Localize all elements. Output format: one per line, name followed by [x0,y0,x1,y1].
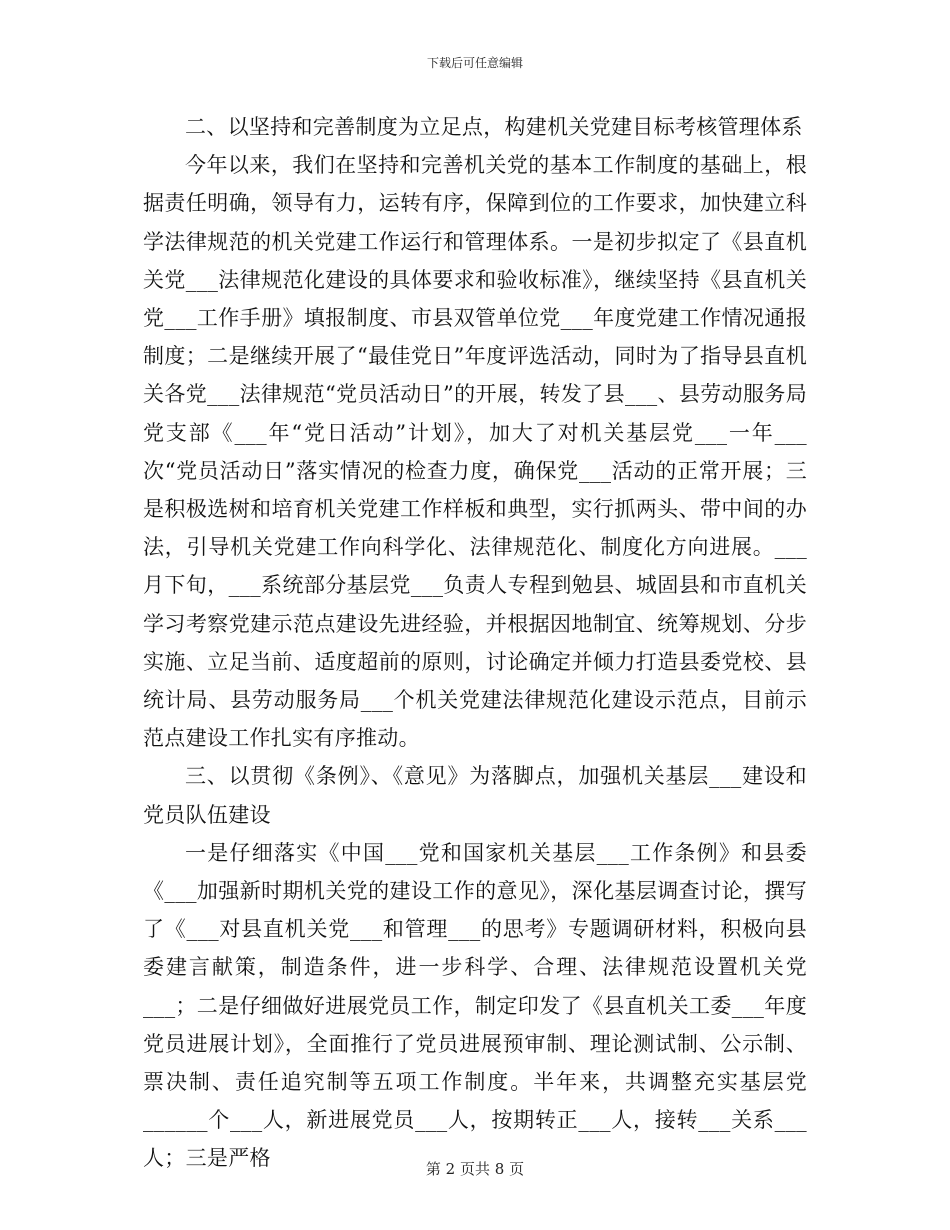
document-body [143,108,807,1178]
section-heading-2: 二、以坚持和完善制度为立足点，构建机关党建目标考核管理体系 [185,115,803,139]
paragraph: 今年以来，我们在坚持和完善机关党的基本工作制度的基础上，根据责任明确，领导有力，运转有序，保障到位的工作要求，加快建立科学法律规范的机关党建工作运行和管理体系。一是初步拟定了《县直机关党___法律规范化建设的具体要求和验收标准》，继续坚持《县直机关党___工作手册》填报制度、市县双管单位党___年度党建工作情况通报制度；二是继续开展了“最佳党日”年度评选活动，同时为了指导县直机关各党___法律规范“党员活动日”的开展，转发了县___、县劳动服务局党支部《___年“党日活动”计划》，加大了对机关基层党___一年___次“党员活动日”落实情况的检查力度，确保党___活动的正常开展；三是积极选树和培育机关党建工作样板和典型，实行抓两头、带中间的办法，引导机关党建工作向科学化、法律规范化、制度化方向进展。___月下旬，___系统部分基层党___负责人专程到勉县、城固县和市直机关学习考察党建示范点建设先进经验，并根据因地制宜、统筹规划、分步实施、立足当前、适度超前的原则，讨论确定并倾力打造县委党校、县统计局、县劳动服务局___个机关党建法律规范化建设示范点，目前示范点建设工作扎实有序推动。 [143,153,808,751]
paragraph: 一是仔细落实《中国___党和国家机关基层___工作条例》和县委《___加强新时期机关党的建设工作的意见》，深化基层调查讨论，撰写了《___对县直机关党___和管理___的思考》专题调研材料，积极向县委建言献策，制造条件，进一步科学、合理、法律规范设置机关党___；二是仔细做好进展党员工作，制定印发了《县直机关工委___年度党员进展计划》，全面推行了党员进展预审制、理论测试制、公示制、票决制、责任追究制等五项工作制度。半年来，共调整充实基层党______个___人，新进展党员___人，按期转正___人，接转___关系___人；三是严格 [143,840,807,1171]
page-header: 下载后可任意编辑 [426,56,523,70]
section-heading-3: 三、以贯彻《条例》、《意见》为落脚点，加强机关基层___建设和党员队伍建设 [143,764,807,827]
page-number: 第 2 页共 8 页 [425,1160,525,1178]
